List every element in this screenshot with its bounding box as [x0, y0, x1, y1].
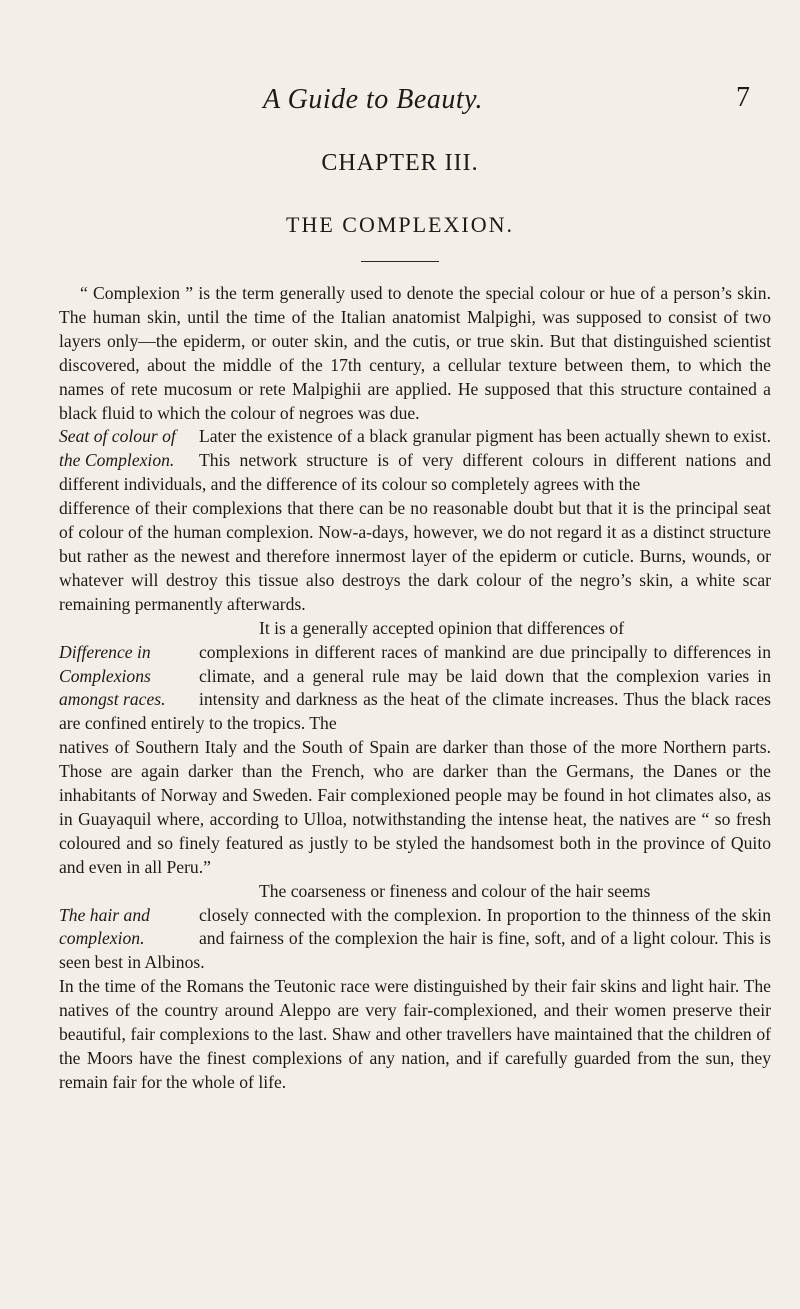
- chapter-heading: CHAPTER III.: [321, 150, 479, 176]
- margin-note-difference: Difference in Complexions amongst races.: [59, 641, 166, 710]
- paragraph-2-rest-text: natives of Southern Italy and the South of Spain are darker than those of the more Northern parts. Those are again darker than the French, who are darker than the Germans, the Danes or the inhabitants of Norway and Sweden. Fair complexioned people may be found in hot climates also, as in Guayaquil where, according to Ulloa, notwithstanding the intense heat, the natives are “ so fresh coloured and so finely featured as justly to be styled the handsomest both in the province of Quito and even in all Peru.”: [59, 737, 771, 877]
- running-head-title: A Guide to Beauty.: [263, 84, 483, 115]
- paragraph-2: [59, 617, 771, 641]
- paragraph-3-margin-section: [59, 904, 771, 976]
- paragraph-1-rest: [59, 497, 771, 617]
- title-rule: [361, 261, 439, 262]
- paragraph-3-rest: [59, 975, 771, 1095]
- margin-note-hair: The hair and complexion.: [59, 904, 150, 949]
- paragraph-3: [59, 880, 771, 904]
- paragraph-2-lead: It is a generally accepted opinion that differences of: [259, 617, 625, 638]
- body-text: [59, 282, 771, 1095]
- paragraph-2-margin-section: [59, 641, 771, 737]
- margin-note-seat-of-colour: Seat of colour of the Complexion.: [59, 426, 176, 471]
- paragraph-2-rest: [59, 736, 771, 879]
- paragraph-1-margin-text: Later the existence of a black granular pigment has been actually shewn to exist. This network structure is of very different colours in different nations and different individuals, and the difference of its colour so completely agrees with the: [59, 426, 771, 495]
- paragraph-3-lead: The coarseness or fineness and colour of the hair seems: [259, 880, 651, 901]
- paragraph-3-margin-text: closely connected with the complexion. In proportion to the thinness of the skin and fairness of the complexion the hair is fine, soft, and of a light colour. This is seen best in Albinos.: [59, 904, 771, 973]
- paragraph-1-lead: “ Complexion ” is the term generally used to denote the special colour or hue of a person’s skin. The human skin, until the time of the Italian anatomist Malpighi, was supposed to consist of two layers only—the epiderm, or outer skin, and the cutis, or true skin. But that distinguished scientist discovered, about the middle of the 17th century, a cellular texture between them, to which the names of rete mucosum or rete Malpighii are applied. He supposed that this structure contained a black fluid to which the colour of negroes was due.: [59, 283, 771, 423]
- paragraph-1-rest-text: difference of their complexions that there can be no reasonable doubt but that it is the principal seat of colour of the human complexion. Now-a-days, however, we do not regard it as a distinct structure but rather as the newest and therefore innermost layer of the epiderm or cuticle. Burns, wounds, or whatever will destroy this tissue also destroys the dark colour of the negro’s skin, a white scar remaining permanently afterwards.: [59, 498, 771, 614]
- running-head: [0, 84, 800, 124]
- page-number: 7: [736, 82, 750, 113]
- paragraph-1: [59, 282, 771, 425]
- paragraph-2-margin-text: complexions in different races of mankind are due principally to differences in climate, and a general rule may be laid down that the complexion varies in intensity and darkness as the heat of the climate increases. Thus the black races are confined entirely to the tropics. The: [59, 641, 771, 734]
- paragraph-3-rest-text: In the time of the Romans the Teutonic race were distinguished by their fair skins and light hair. The natives of the country around Aleppo are very fair-complexioned, and their women preserve their beautiful, fair complexions to the last. Shaw and other travellers have maintained that the children of the Moors have the finest complexions of any nation, and if carefully guarded from the sun, they remain fair for the whole of life.: [59, 976, 771, 1092]
- paragraph-1-margin-section: [59, 425, 771, 497]
- section-title: THE COMPLEXION.: [286, 212, 514, 237]
